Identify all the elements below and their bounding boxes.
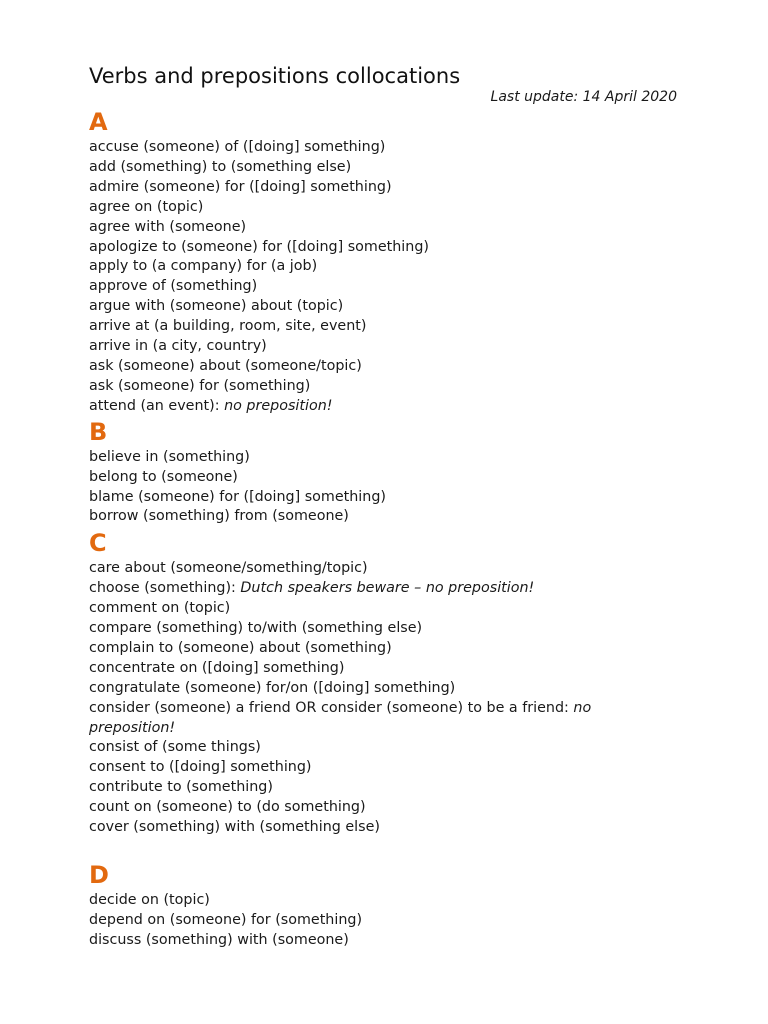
collocation-entry: borrow (something) from (someone) <box>89 508 349 525</box>
collocation-entry: admire (someone) for ([doing] something) <box>89 178 392 195</box>
collocation-entry: accuse (someone) of ([doing] something) <box>89 139 386 155</box>
document-title: Verbs and prepositions collocations <box>89 64 461 88</box>
collocation-entry: depend on (someone) for (something) <box>89 911 363 928</box>
last-update-date: Last update: 14 April 2020 <box>490 89 677 105</box>
collocation-entry: ask (someone) for (something) <box>89 377 311 394</box>
collocation-entry: argue with (someone) about (topic) <box>89 298 344 315</box>
section-c-list <box>89 559 679 838</box>
collocation-entry: arrive at (a building, room, site, event) <box>89 318 367 335</box>
collocation-entry: consent to ([doing] something) <box>89 759 312 776</box>
collocation-entry: complain to (someone) about (something) <box>89 639 392 656</box>
collocation-entry: concentrate on ([doing] something) <box>89 659 345 676</box>
collocation-entry: contribute to (something) <box>89 779 273 796</box>
collocation-entry: belong to (someone) <box>89 468 238 485</box>
section-b-list <box>89 448 679 528</box>
collocation-entry: agree with (someone) <box>89 218 247 235</box>
collocation-entry: ask (someone) about (someone/topic) <box>89 357 362 374</box>
section-a-list <box>89 138 679 417</box>
collocation-entry: choose (something): Dutch speakers beware – no preposition! <box>89 580 535 597</box>
collocation-entry: discuss (something) with (someone) <box>89 931 349 948</box>
collocation-entry: congratulate (someone) for/on ([doing] something) <box>89 679 456 696</box>
section-letter-a: A <box>89 108 108 136</box>
collocation-entry: agree on (topic) <box>89 198 204 215</box>
collocation-entry: count on (someone) to (do something) <box>89 799 366 816</box>
section-letter-b: B <box>89 417 108 446</box>
collocation-entry: cover (something) with (something else) <box>89 819 380 836</box>
collocation-entry: add (something) to (something else) <box>89 158 352 175</box>
collocation-entry: consider (someone) a friend OR consider (someone) to be a friend: no preposition! <box>89 699 592 736</box>
collocation-entry: attend (an event): no preposition! <box>89 397 333 414</box>
collocation-entry: compare (something) to/with (something else) <box>89 620 423 637</box>
collocation-entry: blame (someone) for ([doing] something) <box>89 488 386 505</box>
section-letter-d: D <box>89 861 109 889</box>
entry-note: Dutch speakers beware – no preposition! <box>240 580 535 597</box>
document-page <box>89 62 679 951</box>
collocation-entry: believe in (something) <box>89 448 250 465</box>
collocation-entry: decide on (topic) <box>89 892 210 908</box>
collocation-entry: apply to (a company) for (a job) <box>89 258 318 275</box>
collocation-entry: care about (someone/something/topic) <box>89 560 368 577</box>
entry-note: no preposition! <box>224 397 333 414</box>
collocation-entry: approve of (something) <box>89 278 258 295</box>
collocation-entry: apologize to (someone) for ([doing] something) <box>89 238 429 255</box>
section-d-list <box>89 891 679 951</box>
collocation-entry: comment on (topic) <box>89 600 231 617</box>
section-letter-c: C <box>89 529 107 558</box>
collocation-entry: arrive in (a city, country) <box>89 338 267 355</box>
entry-note: no preposition! <box>89 699 592 736</box>
collocation-entry: consist of (some things) <box>89 739 261 756</box>
